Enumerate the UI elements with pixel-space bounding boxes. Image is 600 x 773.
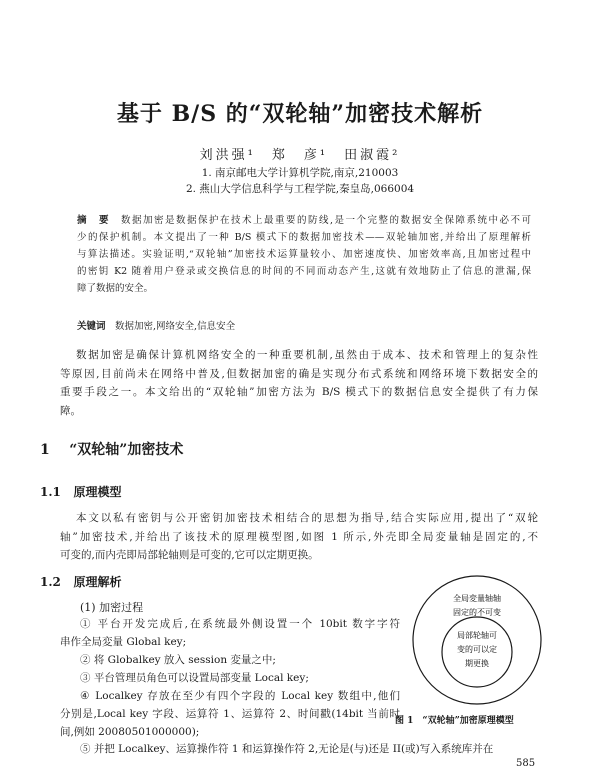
encryption-steps bbox=[60, 615, 400, 741]
intro-line: 重要手段之一。本文给出的“双轮轴”加密方法为 B/S 模式下的数据信息安全提供了有力保 bbox=[60, 386, 538, 398]
figure-dual-axle-model bbox=[402, 572, 552, 710]
inner-label-line: 局部轮轴可 bbox=[457, 631, 497, 640]
keywords-label: 关键词 bbox=[77, 321, 106, 332]
abstract-line: 的密钥 K2 随着用户登录或交换信息的时间的不同而动态产生,这就有效地防止了信息的泄漏,保 bbox=[77, 266, 531, 277]
abstract-line: 障了数据的安全。 bbox=[77, 283, 154, 294]
step-line: ① 平台开发完成后,在系统最外侧设置一个 10bit 数字字符 bbox=[80, 618, 400, 630]
abstract-line: 与算法描述。实验证明,“双轮轴”加密技术运算量较小、加密速度快、加密效率高,且加密过程中 bbox=[77, 249, 531, 260]
step-line: 分别是,Local key 字段、运算符 1、运算符 2、时间戳(14bit 当前时 bbox=[60, 708, 400, 720]
figure-caption: 图 1 “双轮轴”加密原理模型 bbox=[395, 716, 514, 726]
section-number: 1.2 bbox=[40, 575, 61, 589]
section-1-2-heading bbox=[40, 573, 121, 590]
step-line: 间,例如 20080501000000); bbox=[60, 726, 200, 738]
section-title: 原理模型 bbox=[73, 485, 122, 499]
paper-title: 基于 B/S 的“双轮轴”加密技术解析 bbox=[116, 101, 484, 127]
section-title: “双轮轴”加密技术 bbox=[69, 442, 184, 458]
authors: 刘洪强¹ 郑 彦¹ 田淑霞² bbox=[199, 148, 401, 163]
intro-line: 障。 bbox=[60, 404, 81, 417]
section-title: 原理解析 bbox=[73, 575, 122, 589]
outer-label-line: 固定的不可变 bbox=[453, 608, 501, 617]
step-line: ② 将 Globalkey 放入 session 変量之中; bbox=[80, 654, 276, 666]
inner-label-line: 变的可以定 bbox=[457, 645, 497, 654]
section-number: 1 bbox=[40, 442, 50, 458]
step-line: 串作全局変量 Global key; bbox=[60, 636, 187, 648]
intro-line: 数据加密是确保计算机网络安全的一种重要机制,虽然由于成本、技术和管理上的复杂性 bbox=[76, 349, 538, 361]
encryption-process-heading: (1) 加密过程 bbox=[80, 601, 144, 614]
intro-paragraph bbox=[60, 346, 538, 420]
section-number: 1.1 bbox=[40, 485, 61, 499]
abstract bbox=[77, 212, 531, 297]
affiliation-2: 2. 燕山大学信息科学与工程学院,秦皇岛,066004 bbox=[185, 183, 415, 195]
body-line: 轴”加密技术,并给出了该技术的原理模型图,如图 1 所示,外壳即全局変量轴是固定的,不 bbox=[60, 530, 538, 543]
section-1-heading bbox=[40, 439, 183, 459]
keywords-text: 数据加密,网络安全,信息安全 bbox=[115, 321, 236, 332]
outer-label-line: 全局変量轴轴 bbox=[453, 594, 501, 603]
step-line: ④ Localkey 存放在至少有四个字段的 Local key 数组中,他们 bbox=[80, 690, 400, 702]
abstract-line: 数据加密是数据保护在技术上最重要的防线,是一个完整的数据安全保障系统中必不可 bbox=[121, 215, 531, 226]
abstract-line: 少的保护机制。本文提出了一种 B/S 模式下的数据加密技术——双轮轴加密,并给出了原理解析 bbox=[77, 232, 531, 243]
abstract-label: 摘 要 bbox=[77, 215, 110, 226]
affiliation-1: 1. 南京邮电大学计算机学院,南京,210003 bbox=[201, 167, 399, 179]
step-5-line: ⑤ 并把 Localkey、运算操作符 1 和运算操作符 2,无论是(与)还是 II(或)写入系统库并在 bbox=[80, 743, 494, 755]
step-line: ③ 平台管理员角色可以设置局部变量 Local key; bbox=[80, 672, 309, 684]
section-1-1-paragraph bbox=[60, 509, 538, 565]
keywords bbox=[77, 318, 235, 332]
page-number: 585 bbox=[516, 758, 536, 769]
body-line: 可变的,而内壳即局部轮轴则是可变的,它可以定期更换。 bbox=[60, 549, 319, 561]
intro-line: 等原因,目前尚未在网络中普及,但数据加密的确是实现分布式系统和网络环境下数据安全的 bbox=[60, 367, 538, 380]
section-1-1-heading bbox=[40, 483, 121, 500]
inner-label-line: 期更换 bbox=[465, 659, 489, 668]
body-line: 本文以私有密钥与公开密钥加密技术相结合的思想为指导,结合实际应用,提出了“双轮 bbox=[76, 512, 538, 524]
